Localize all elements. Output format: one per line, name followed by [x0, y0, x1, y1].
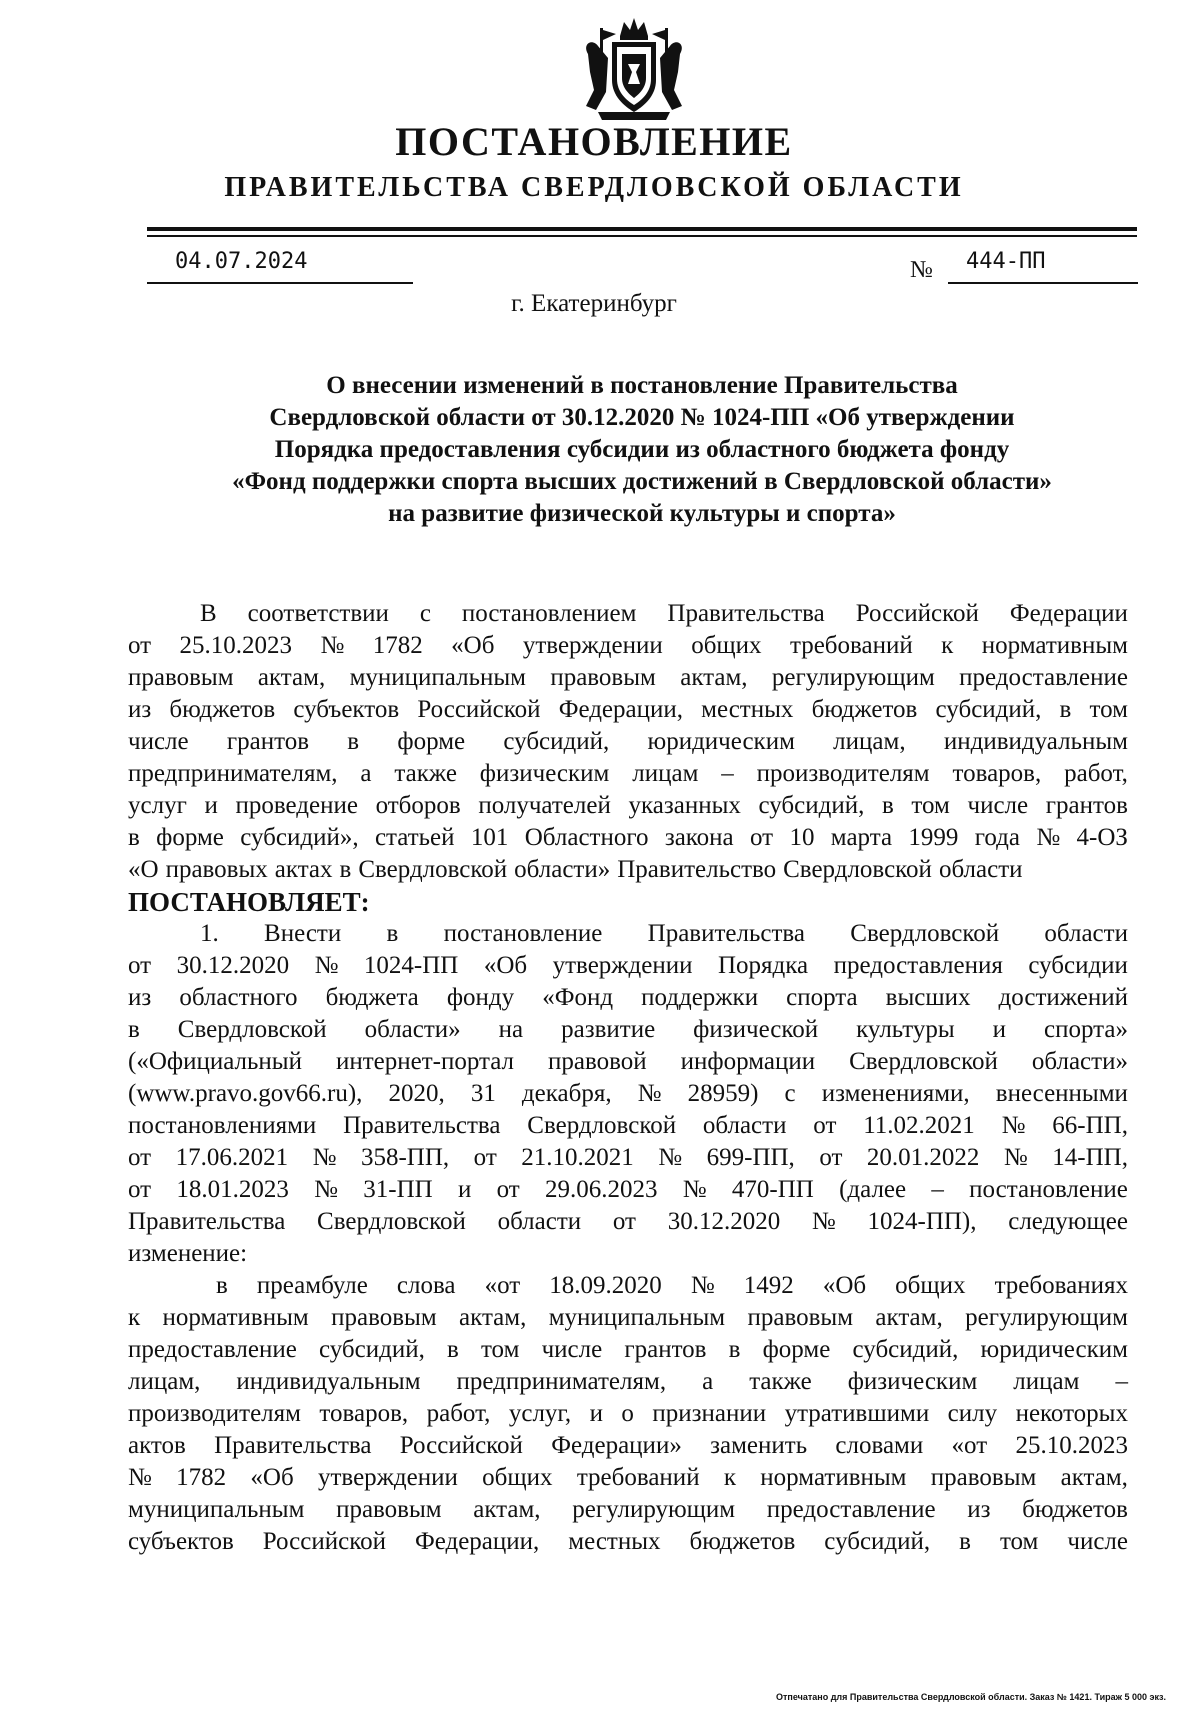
- subject-line: «Фонд поддержки спорта высших достижений в Свердловской области»: [232, 468, 1052, 495]
- document-body: [128, 598, 1128, 1558]
- header-rule-thick: [147, 227, 1137, 231]
- subject-line: Порядка предоставления субсидии из областного бюджета фонду: [274, 436, 1010, 463]
- body-line: в Свердловской области» на развитие физической культуры и спорта»: [128, 1016, 1128, 1043]
- body-line: числе грантов в форме субсидий, юридическим лицам, индивидуальным: [128, 728, 1128, 755]
- body-line: ПОСТАНОВЛЯЕТ:: [128, 887, 370, 917]
- coat-of-arms-icon: [578, 14, 690, 126]
- document-date: 04.07.2024: [175, 249, 308, 274]
- date-underline: [147, 282, 413, 284]
- body-line: производителям товаров, работ, услуг, и о признании утратившими силу некоторых: [128, 1400, 1128, 1427]
- body-line: постановлениями Правительства Свердловской области от 11.02.2021 № 66-ПП,: [128, 1112, 1128, 1139]
- body-line: предпринимателям, а также физическим лицам – производителям товаров, работ,: [128, 760, 1128, 787]
- body-line: субъектов Российской Федерации, местных бюджетов субсидий, в том числе: [128, 1528, 1128, 1555]
- body-line: «О правовых актах в Свердловской области» Правительство Свердловской области: [128, 856, 1023, 883]
- body-line: Правительства Свердловской области от 30.12.2020 № 1024-ПП), следующее: [128, 1208, 1128, 1235]
- document-title: ПОСТАНОВЛЕНИЕ: [395, 119, 793, 164]
- body-line: от 18.01.2023 № 31-ПП и от 29.06.2023 № 470-ПП (далее – постановление: [128, 1176, 1128, 1203]
- body-line: из областного бюджета фонду «Фонд поддержки спорта высших достижений: [128, 984, 1128, 1011]
- document-number: 444-ПП: [966, 249, 1046, 274]
- body-line: изменение:: [128, 1240, 248, 1267]
- body-line: от 25.10.2023 № 1782 «Об утверждении общих требований к нормативным: [128, 632, 1128, 659]
- subject-line: на развитие физической культуры и спорта»: [388, 500, 896, 527]
- body-line: в преамбуле слова «от 18.09.2020 № 1492 «Об общих требованиях: [216, 1272, 1128, 1299]
- body-line: В соответствии с постановлением Правительства Российской Федерации: [200, 600, 1128, 627]
- body-line: от 30.12.2020 № 1024-ПП «Об утверждении Порядка предоставления субсидии: [128, 952, 1128, 979]
- subject-line: О внесении изменений в постановление Правительства: [326, 372, 958, 399]
- body-line: (www.pravo.gov66.ru), 2020, 31 декабря, № 28959) с изменениями, внесенными: [128, 1080, 1128, 1107]
- body-line: от 17.06.2021 № 358-ПП, от 21.10.2021 № 699-ПП, от 20.01.2022 № 14-ПП,: [128, 1144, 1128, 1171]
- body-line: 1. Внести в постановление Правительства Свердловской области: [200, 920, 1128, 947]
- body-line: правовым актам, муниципальным правовым актам, регулирующим предоставление: [128, 664, 1128, 691]
- body-line: в форме субсидий», статьей 101 Областного закона от 10 марта 1999 года № 4-ОЗ: [128, 824, 1128, 851]
- body-line: актов Правительства Российской Федерации» заменить словами «от 25.10.2023: [128, 1432, 1128, 1459]
- number-sign: №: [910, 257, 933, 283]
- document-subject: [147, 370, 1137, 530]
- body-line: муниципальным правовым актам, регулирующим предоставление из бюджетов: [128, 1496, 1128, 1523]
- body-line: к нормативным правовым актам, муниципальным правовым актам, регулирующим: [128, 1304, 1128, 1331]
- document-city: г. Екатеринбург: [511, 290, 677, 317]
- body-line: лицам, индивидуальным предпринимателям, а также физическим лицам –: [128, 1368, 1128, 1395]
- number-underline: [948, 282, 1138, 284]
- body-line: услуг и проведение отборов получателей указанных субсидий, в том числе грантов: [128, 792, 1128, 819]
- print-imprint: Отпечатано для Правительства Свердловской области. Заказ № 1421. Тираж 5 000 экз.: [776, 1692, 1166, 1702]
- body-line: № 1782 «Об утверждении общих требований к нормативным правовым актам,: [128, 1464, 1128, 1491]
- header-rule-thin: [147, 235, 1137, 237]
- body-line: предоставление субсидий, в том числе грантов в форме субсидий, юридическим: [128, 1336, 1128, 1363]
- body-line: («Официальный интернет-портал правовой информации Свердловской области»: [128, 1048, 1128, 1075]
- subject-line: Свердловской области от 30.12.2020 № 1024-ПП «Об утверждении: [269, 404, 1015, 431]
- document-issuer: ПРАВИТЕЛЬСТВА СВЕРДЛОВСКОЙ ОБЛАСТИ: [224, 172, 964, 203]
- body-line: из бюджетов субъектов Российской Федерации, местных бюджетов субсидий, в том: [128, 696, 1128, 723]
